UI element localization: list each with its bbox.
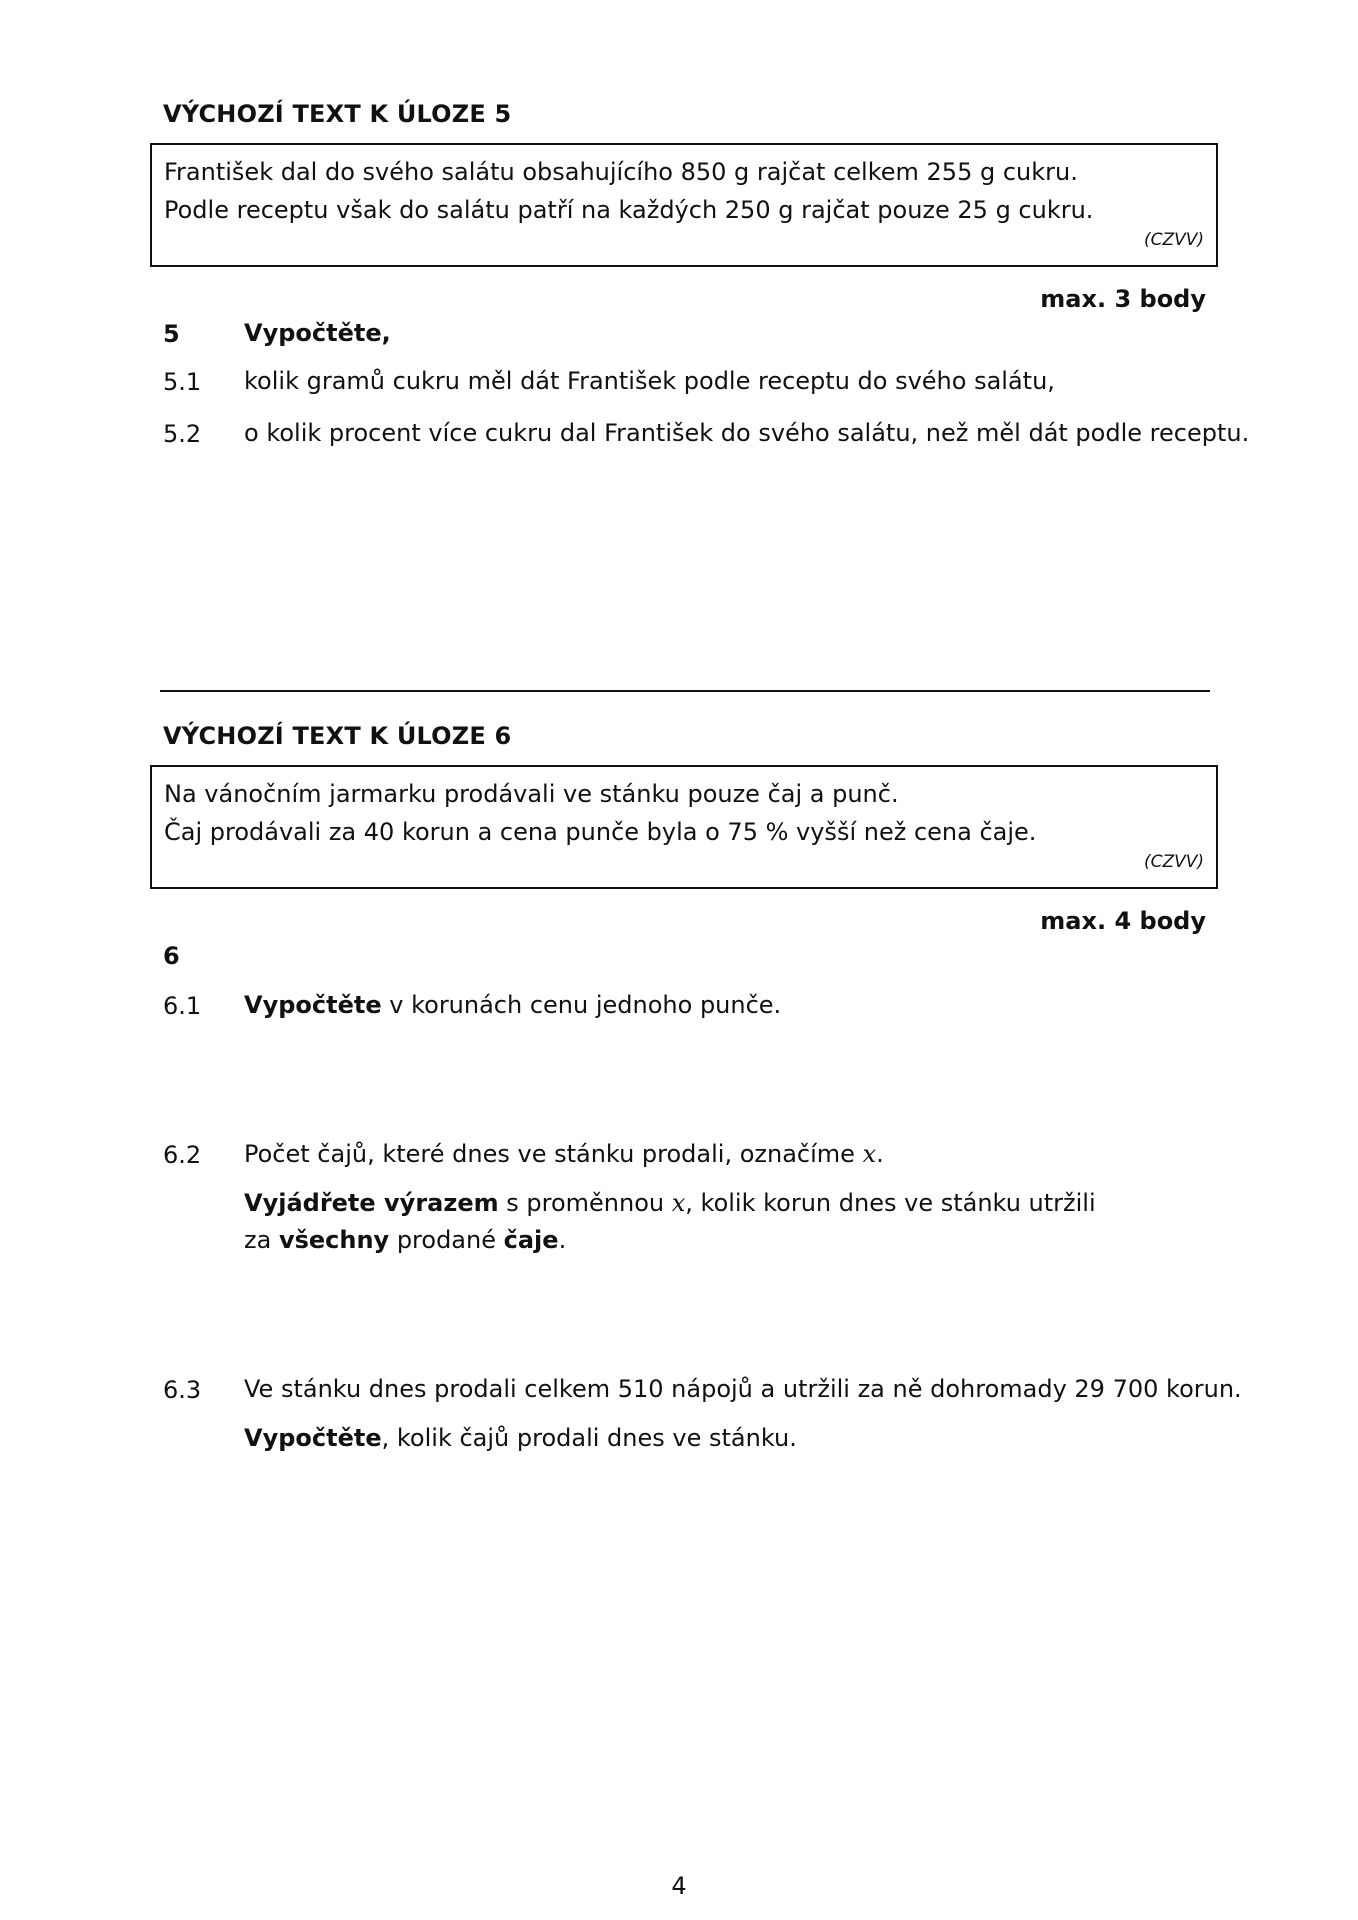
task6-sub2-line2-bold: Vyjádřete výrazem	[244, 1189, 499, 1217]
variable-x: x	[862, 1140, 877, 1168]
task6-sub2-line3	[244, 1221, 566, 1259]
task5-max-points: max. 3 body	[1040, 285, 1206, 313]
task6-sub2-number: 6.2	[163, 1141, 202, 1169]
task6-sub2-line3-bold-b: čaje	[503, 1226, 559, 1254]
task5-title: Vypočtěte,	[244, 319, 391, 347]
task5-sub1-text: kolik gramů cukru měl dát František podle receptu do svého salátu,	[244, 367, 1055, 395]
task5-sub2-text: o kolik procent více cukru dal František do svého salátu, než měl dát podle receptu.	[244, 419, 1250, 447]
task6-sub2-line1	[244, 1135, 884, 1173]
task6-sub2-line2-text-b: , kolik korun dnes ve stánku utržili	[685, 1189, 1096, 1217]
task5-number: 5	[163, 320, 180, 348]
task6-sub2-line3-bold-a: všechny	[278, 1226, 390, 1254]
task6-sub3-number: 6.3	[163, 1376, 202, 1404]
task5-heading: VÝCHOZÍ TEXT K ÚLOZE 5	[163, 100, 512, 128]
page-number: 4	[671, 1872, 687, 1900]
task5-box-line-1: František dal do svého salátu obsahujícího 850 g rajčat celkem 255 g cukru.	[164, 158, 1078, 186]
task6-box-line-2: Čaj prodávali za 40 korun a cena punče byla o 75 % vyšší než cena čaje.	[164, 818, 1037, 846]
task6-source-credit: (CZVV)	[1143, 852, 1204, 872]
task6-sub1-bold: Vypočtěte	[244, 991, 382, 1019]
task6-source-text-box	[150, 765, 1218, 889]
task5-sub1-number: 5.1	[163, 368, 202, 396]
task6-number: 6	[163, 942, 180, 970]
task6-sub1-rest: v korunách cenu jednoho punče.	[381, 991, 782, 1019]
task6-sub2-line3-end: .	[558, 1226, 567, 1254]
task5-source-text-box	[150, 143, 1218, 267]
task6-sub2-line2	[244, 1184, 1096, 1222]
section-divider	[160, 690, 1210, 692]
task6-sub3-line1: Ve stánku dnes prodali celkem 510 nápojů a utržili za ně dohromady 29 700 korun.	[244, 1375, 1242, 1403]
task6-max-points: max. 4 body	[1040, 907, 1206, 935]
variable-x: x	[671, 1189, 686, 1217]
task6-sub2-line3-text-b: prodané	[389, 1226, 504, 1254]
task6-sub2-line1-end: .	[876, 1140, 884, 1168]
task5-sub2-number: 5.2	[163, 420, 202, 448]
task6-heading: VÝCHOZÍ TEXT K ÚLOZE 6	[163, 722, 512, 750]
task6-sub1-text	[244, 986, 781, 1024]
task5-box-line-2: Podle receptu však do salátu patří na každých 250 g rajčat pouze 25 g cukru.	[164, 196, 1094, 224]
task6-sub1-number: 6.1	[163, 992, 202, 1020]
task6-sub3-line2	[244, 1419, 797, 1457]
task6-sub2-line3-text-a: za	[244, 1226, 279, 1254]
task5-source-credit: (CZVV)	[1143, 230, 1204, 250]
task6-sub2-line2-text-a: s proměnnou	[498, 1189, 672, 1217]
task6-sub3-line2-bold: Vypočtěte	[244, 1424, 382, 1452]
task6-box-line-1: Na vánočním jarmarku prodávali ve stánku pouze čaj a punč.	[164, 780, 899, 808]
task6-sub3-line2-text: , kolik čajů prodali dnes ve stánku.	[381, 1424, 797, 1452]
task6-sub2-line1-text: Počet čajů, které dnes ve stánku prodali, označíme	[244, 1140, 863, 1168]
